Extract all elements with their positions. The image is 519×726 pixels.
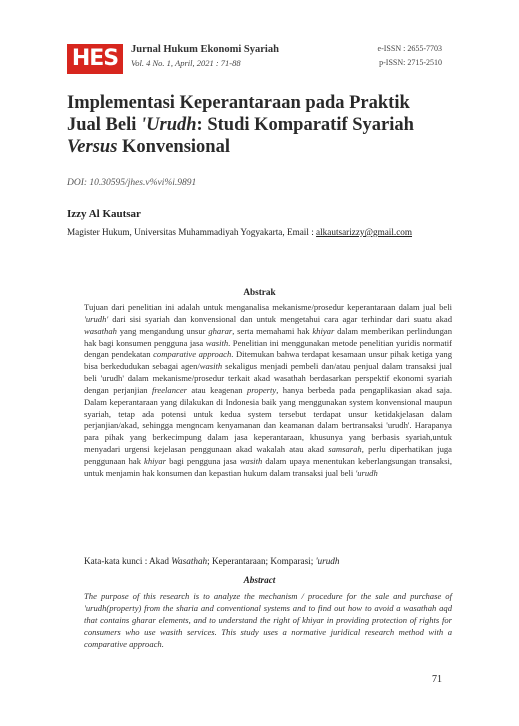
author-email-link[interactable]: alkautsarizzy@gmail.com — [316, 227, 413, 237]
abs-s5: dalam memberikan perlindungan hak bagi konsumen pengguna jasa — [84, 325, 452, 348]
abs-s1i: 'urudh' — [84, 313, 109, 324]
abs-s3i: gharar — [208, 325, 233, 336]
author-name: Izzy Al Kautsar — [67, 208, 141, 220]
abs-s6i: comparative approach — [153, 349, 232, 360]
title-line3b: Konvensional — [117, 137, 230, 157]
abstract-en-body: The purpose of this research is to analyze the mechanism / procedure for the sale and purchase of 'urudh(property) from the sharia and conventional systems and to find out how to avoid a wasathah aqd that contains gharar elements, and to understand the right of khiyar in providing protection of rights for consumers who use wasith services. This study uses a normative juridical research method with a comparative approach. — [84, 591, 452, 650]
eissn: e-ISSN : 2655-7703 — [377, 44, 442, 53]
abs-s11: , perlu diperhatikan juga penggunaan hak — [84, 444, 452, 466]
abs-s8i: freelancer — [151, 384, 187, 395]
kw-a: Kata-kata kunci : Akad — [84, 556, 172, 566]
page-number: 71 — [432, 674, 442, 685]
kw-b: ; Keperantaraan; Komparasi; — [207, 556, 316, 566]
abs-s9i: property — [246, 384, 277, 395]
author-affiliation — [67, 226, 452, 239]
abs-s10i: samsarah — [328, 444, 362, 455]
abs-s7i: wasith — [199, 361, 223, 372]
abs-s11i: khiyar — [144, 455, 167, 466]
abs-s6: . Penelitian ini menggunakan metode penelitian yuridis normatif dengan pendekatan — [84, 337, 452, 360]
abstract-en-heading: Abstract — [243, 575, 276, 585]
journal-name: Jurnal Hukum Ekonomi Syariah — [131, 44, 279, 55]
abs-s1: Tujuan dari penelitian ini adalah untuk menganalisa mekanisme/prosedur keperantaraan dalam jual beli — [84, 302, 452, 312]
abs-s2i: wasathah — [84, 325, 117, 336]
kw-bi: 'urudh — [315, 556, 340, 566]
title-line2b: 'Urudh — [141, 115, 197, 135]
journal-logo: HES — [67, 44, 123, 74]
abs-s10: , hanya berbeda pada pengaplikasian akad saja. Dalam keperantaraan yang dilakukan di Indonesia baik yang menggunakan system konvensional maupun syariah, tetap ada potensi untuk kedua system tersebut terdapat unsur ketidakjelasan dalam perjanjian/akad, sehingga mengncam kenyamanan dan keamanan dalam bertransaksi 'urudh'. Harapanya para pihak yang berkecimpung dalam jasa keperantaraan, khusunya yang berbasis syariah,untuk menyadari urgensi kejelasan penggunaan akad wakalah atau akad — [84, 384, 452, 455]
abs-s9: atau keagenan — [186, 384, 247, 395]
keywords — [84, 556, 452, 566]
journal-volume: Vol. 4 No. 1, April, 2021 : 71-88 — [131, 58, 241, 68]
abs-s13: dalam upaya menentukan keberlangsungan transaksi, untuk menjamin hak konsumen dan kepastian hukum dalam transaksi jual beli — [84, 455, 452, 478]
paper-title — [67, 92, 452, 158]
affiliation-text: Magister Hukum, Universitas Muhammadiyah Yogyakarta, Email : — [67, 227, 317, 237]
abs-s4: , serta memahami hak — [232, 325, 313, 336]
abs-s13i: 'urudh — [355, 467, 378, 478]
title-line2a: Jual Beli — [67, 115, 142, 135]
pissn: p-ISSN: 2715-2510 — [379, 58, 442, 67]
abs-s12i: wasith — [239, 455, 263, 466]
abs-s3: yang mengandung unsur — [116, 325, 209, 336]
abs-s7: . Ditemukan bahwa terdapat kesamaan unsur pihak ketiga yang bisa berkedudukan sebagai agen/ — [84, 349, 452, 372]
abs-s8: sekaligus menjadi pembeli dan/atau penjual dalam transaksi jual beli 'urudh' dalam mekanisme/prosedur terkait akad wasathah berdasarkan perspektif ekonomi syariah dengan perjanjian — [84, 361, 452, 395]
kw-ai: Wasathah — [171, 556, 208, 566]
title-line1: Implementasi Keperantaraan pada Praktik — [67, 93, 410, 113]
title-line2c: : Studi Komparatif Syariah — [196, 115, 414, 135]
abs-s4i: khiyar — [312, 325, 335, 336]
abstract-heading: Abstrak — [243, 287, 276, 297]
doi[interactable]: DOI: 10.30595/jhes.v%vi%i.9891 — [67, 178, 197, 188]
abs-s12: bagi pengguna jasa — [166, 455, 240, 466]
abs-s5i: wasith — [205, 337, 229, 348]
abs-s2: dari sisi syariah dan konvensional dan untuk mengetahui cara agar terhindar dari suatu akad — [108, 313, 452, 324]
abstract-body — [84, 302, 452, 480]
title-line3a: Versus — [67, 137, 118, 157]
